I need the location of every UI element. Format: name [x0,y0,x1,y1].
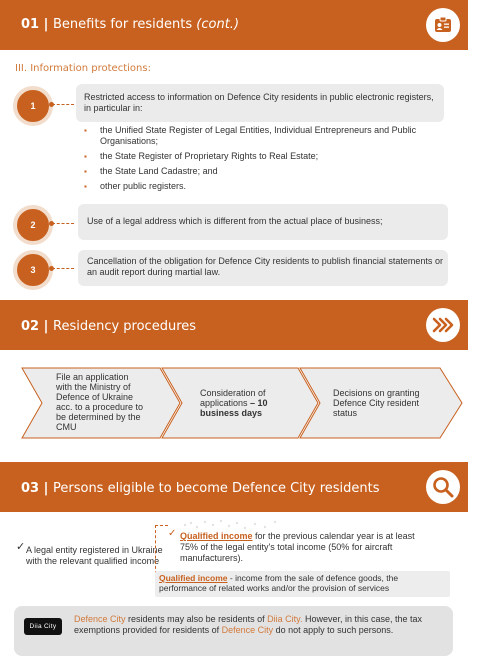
list-item: ▪ the State Register of Proprietary Rights to Real Estate; [84,151,430,162]
protection-text-1: Restricted access to information on Defence City residents in public electronic registers, in particular in: [84,92,434,113]
section-number: 03 | [21,481,49,496]
connector-dots [52,104,74,105]
section-number: 02 | [21,319,49,334]
step-text-2: Consideration of applications – 10 business days [200,388,268,418]
protection-card-3 [78,250,448,286]
list-item: ▪ the Unified State Register of Legal Entities, Individual Entrepreneurs and Public Organisations; [84,125,430,147]
section-title: Residency procedures [53,319,197,334]
item-badge-1: 1 [13,86,53,126]
section-header-benefits [0,0,468,50]
protection-card-2 [78,204,448,240]
protection-text-3: Cancellation of the obligation for Defence City residents to publish financial statements or an audit report during martial law. [87,256,443,277]
protection-card-1 [76,84,444,122]
section-header-procedures [0,300,468,350]
section-header-eligibility [0,462,468,512]
protection-text-2: Use of a legal address which is different from the actual place of business; [87,216,383,226]
qualified-income-text: Qualified income for the previous calendar year is at least 75% of the legal entity's total income (50% for aircraft manufacturers). [180,531,415,563]
bracket-connector [155,525,168,574]
list-item: ▪ the State Land Cadastre; and [84,166,430,177]
search-icon [426,470,460,504]
step-text-3: Decisions on granting Defence City resident status [333,388,420,418]
section-title: Persons eligible to become Defence City residents [53,481,380,496]
diia-city-note [14,606,453,656]
item-badge-2: 2 [13,205,53,245]
section-title: Benefits for residents (cont.) [53,17,240,32]
connector-dots [52,268,74,269]
diia-city-logo: Diia City [24,618,62,635]
register-list [84,125,430,196]
chevrons-right-icon [426,308,460,342]
subheading-information-protections: III. Information protections: [15,63,151,74]
connector-dots [52,223,74,224]
diia-city-note-text: Defence City residents may also be residents of Diia City. However, in this case, the tax exemptions provided for residents of Defence City do not apply to such persons. [74,614,423,635]
step-text-1: File an application with the Ministry of Defence of Ukraine acc. to a procedure to be determined by the CMU [56,372,144,432]
item-badge-3: 3 [13,250,53,290]
check-icon: ✓ [16,541,26,553]
id-card-icon [426,8,460,42]
eligible-entity-text: A legal entity registered in Ukraine with the relevant qualified income [26,545,163,566]
qualified-income-definition: Qualified income - income from the sale of defence goods, the performance of related works and/or the provision of services [155,571,450,597]
list-item: ▪ other public registers. [84,181,430,192]
check-icon: ✓ [168,528,177,539]
section-number: 01 | [21,17,49,32]
